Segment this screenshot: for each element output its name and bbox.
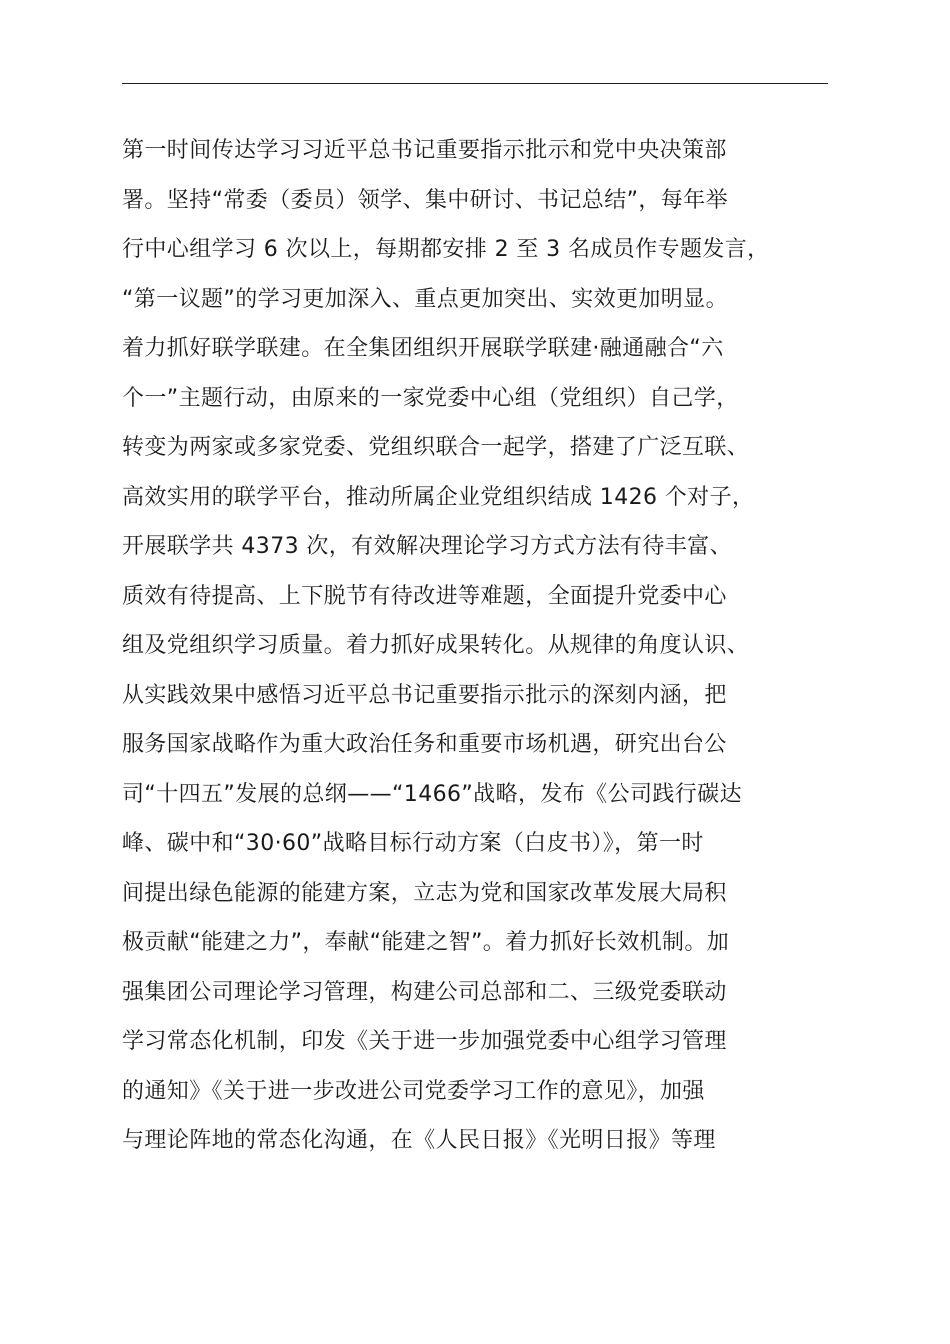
text-line: 间提出绿色能源的能建方案，立志为党和国家改革发展大局积 [122, 880, 727, 906]
text-line: 着力抓好联学联建。在全集团组织开展联学联建·融通融合“六 [122, 336, 724, 361]
text-line: 学习常态化机制，印发《关于进一步加强党委中心组学习管理 [122, 1029, 727, 1054]
text-line: 强集团公司理论学习管理，构建公司总部和二、三级党委联动 [122, 979, 727, 1005]
text-line: 与理论阵地的常态化沟通，在《人民日报》《光明日报》等理 [122, 1128, 716, 1153]
text-line: 服务国家战略作为重大政治任务和重要市场机遇，研究出台公 [122, 732, 727, 757]
text-line: 从实践效果中感悟习近平总书记重要指示批示的深刻内涵，把 [122, 682, 727, 708]
text-line: 开展联学共 4373 次，有效解决理论学习方式方法有待丰富、 [122, 534, 732, 559]
body-paragraph [122, 126, 882, 1166]
text-line: 个一”主题行动，由原来的一家党委中心组（党组织）自己学， [122, 385, 739, 411]
text-line: 的通知》《关于进一步改进公司党委学习工作的意见》，加强 [122, 1078, 705, 1104]
text-line: 峰、碳中和“30·60”战略目标行动方案（白皮书）》，第一时 [122, 831, 704, 856]
text-line: 组及党组织学习质量。着力抓好成果转化。从规律的角度认识、 [122, 633, 750, 658]
text-line: “第一议题”的学习更加深入、重点更加突出、实效更加明显。 [122, 286, 728, 312]
text-line: 行中心组学习 6 次以上，每期都安排 2 至 3 名成员作专题发言， [122, 237, 770, 262]
text-line: 转变为两家或多家党委、党组织联合一起学，搭建了广泛互联、 [122, 435, 750, 460]
text-line: 极贡献“能建之力”，奉献“能建之智”。着力抓好长效机制。加 [122, 930, 730, 955]
text-line: 第一时间传达学习习近平总书记重要指示批示和党中央决策部 [122, 138, 727, 163]
text-line: 高效实用的联学平台，推动所属企业党组织结成 1426 个对子， [122, 484, 755, 510]
text-line: 署。坚持“常委（委员）领学、集中研讨、书记总结”，每年举 [122, 187, 728, 213]
text-line: 质效有待提高、上下脱节有待改进等难题，全面提升党委中心 [122, 583, 727, 609]
text-line: 司“十四五”发展的总纲——“1466”战略，发布《公司践行碳达 [122, 781, 742, 807]
header-divider [122, 83, 828, 84]
